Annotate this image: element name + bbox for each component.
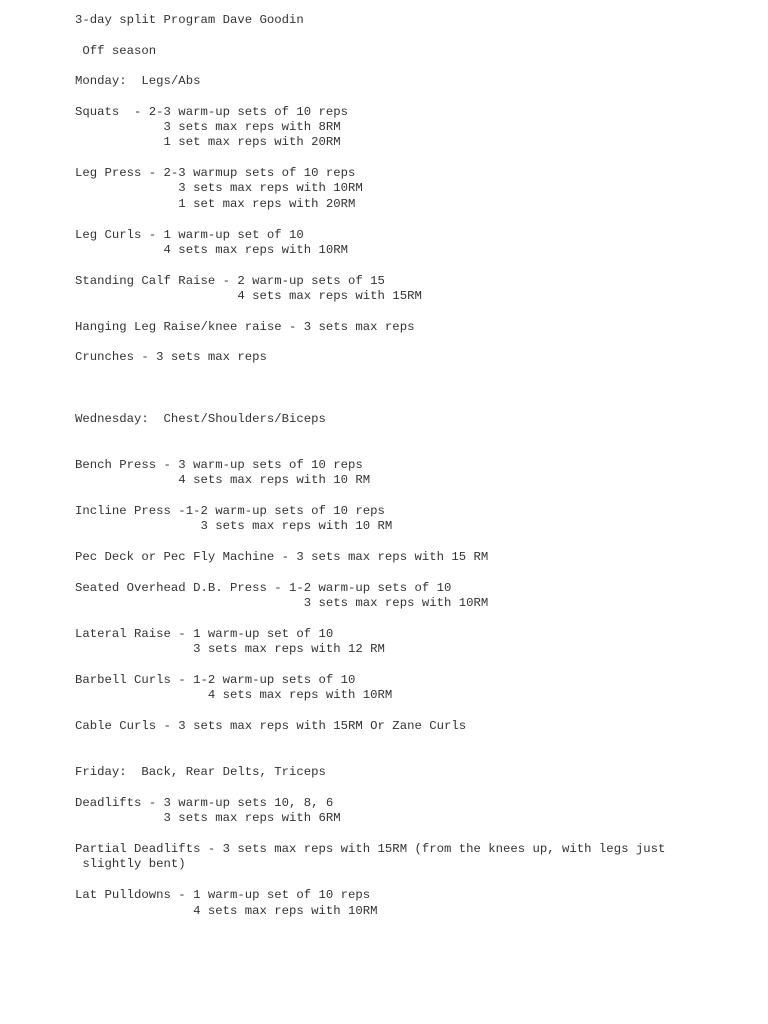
barbell-curls-line-2: 4 sets max reps with 10RM [75,688,393,702]
friday-heading: Friday: Back, Rear Delts, Triceps [75,765,326,779]
deadlifts-line-1: Deadlifts - 3 warm-up sets 10, 8, 6 [75,796,334,810]
leg-press-line-2: 3 sets max reps with 10RM [75,181,363,195]
wednesday-heading: Wednesday: Chest/Shoulders/Biceps [75,412,326,426]
cable-curls-line: Cable Curls - 3 sets max reps with 15RM Or Zane Curls [75,719,467,733]
document-subtitle: Off season [75,44,157,58]
calf-raise-line-2: 4 sets max reps with 15RM [75,289,422,303]
incline-press-line-1: Incline Press -1-2 warm-up sets of 10 reps [75,504,385,518]
monday-heading: Monday: Legs/Abs [75,74,201,88]
incline-press-line-2: 3 sets max reps with 10 RM [75,519,393,533]
squats-line-3: 1 set max reps with 20RM [75,135,341,149]
pec-deck-line: Pec Deck or Pec Fly Machine - 3 sets max reps with 15 RM [75,550,489,564]
barbell-curls-line-1: Barbell Curls - 1-2 warm-up sets of 10 [75,673,356,687]
deadlifts-line-2: 3 sets max reps with 6RM [75,811,341,825]
overhead-press-line-2: 3 sets max reps with 10RM [75,596,489,610]
lat-pulldowns-line-1: Lat Pulldowns - 1 warm-up set of 10 reps [75,888,371,902]
lat-pulldowns-line-2: 4 sets max reps with 10RM [75,904,378,918]
squats-line-2: 3 sets max reps with 8RM [75,120,341,134]
crunches-line: Crunches - 3 sets max reps [75,350,267,364]
hanging-leg-raise-line: Hanging Leg Raise/knee raise - 3 sets max reps [75,320,415,334]
leg-curls-line-1: Leg Curls - 1 warm-up set of 10 [75,228,304,242]
leg-press-line-3: 1 set max reps with 20RM [75,197,356,211]
leg-press-line-1: Leg Press - 2-3 warmup sets of 10 reps [75,166,356,180]
lateral-raise-line-1: Lateral Raise - 1 warm-up set of 10 [75,627,334,641]
bench-press-line-1: Bench Press - 3 warm-up sets of 10 reps [75,458,363,472]
partial-deadlifts-line-2: slightly bent) [75,857,186,871]
calf-raise-line-1: Standing Calf Raise - 2 warm-up sets of 15 [75,274,385,288]
lateral-raise-line-2: 3 sets max reps with 12 RM [75,642,385,656]
overhead-press-line-1: Seated Overhead D.B. Press - 1-2 warm-up sets of 10 [75,581,452,595]
bench-press-line-2: 4 sets max reps with 10 RM [75,473,371,487]
squats-line-1: Squats - 2-3 warm-up sets of 10 reps [75,105,349,119]
partial-deadlifts-line-1: Partial Deadlifts - 3 sets max reps with 15RM (from the knees up, with legs just [75,842,666,856]
document-title: 3-day split Program Dave Goodin [75,13,304,27]
leg-curls-line-2: 4 sets max reps with 10RM [75,243,349,257]
